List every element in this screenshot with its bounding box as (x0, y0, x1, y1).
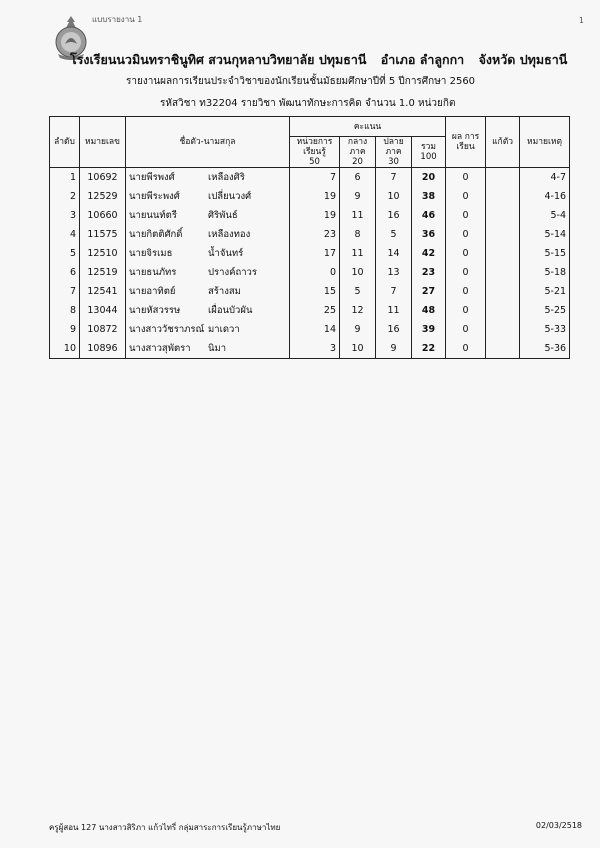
cell-name (126, 301, 290, 320)
cell-total: 48 (412, 301, 446, 320)
cell-final: 5 (376, 225, 412, 244)
cell-name (126, 244, 290, 263)
cell-result: 0 (446, 320, 486, 339)
grade-table-body (50, 168, 570, 359)
cell-result: 0 (446, 339, 486, 359)
table-row (50, 263, 570, 282)
cell-revised (486, 168, 520, 188)
header-final: ปลายภาค 30 (376, 137, 412, 168)
header-name: ชื่อตัว-นามสกุล (126, 117, 290, 168)
table-row (50, 168, 570, 188)
table-row (50, 244, 570, 263)
last-name: เหลืองทอง (208, 229, 251, 240)
first-name: นางสาววัชราภรณ์ (129, 324, 205, 335)
cell-final: 7 (376, 282, 412, 301)
cell-name (126, 225, 290, 244)
cell-seq: 10 (50, 339, 80, 359)
table-row (50, 187, 570, 206)
cell-note: 5-14 (520, 225, 570, 244)
cell-total: 39 (412, 320, 446, 339)
cell-unit: 25 (290, 301, 340, 320)
cell-name (126, 339, 290, 359)
cell-total: 20 (412, 168, 446, 188)
header-revised: แก้ตัว (486, 117, 520, 168)
cell-id: 12529 (80, 187, 126, 206)
province-name: จังหวัด ปทุมธานี (478, 52, 568, 67)
header-id: หมายเลข (80, 117, 126, 168)
cell-midterm: 9 (340, 187, 376, 206)
cell-midterm: 10 (340, 339, 376, 359)
first-name: นายพีรพงศ์ (129, 172, 175, 183)
cell-result: 0 (446, 168, 486, 188)
cell-revised (486, 320, 520, 339)
table-row (50, 301, 570, 320)
cell-id: 12510 (80, 244, 126, 263)
header-unit: หน่วยการเรียนรู้ 50 (290, 137, 340, 168)
cell-midterm: 12 (340, 301, 376, 320)
school-heading (70, 50, 570, 70)
cell-final: 7 (376, 168, 412, 188)
cell-unit: 19 (290, 187, 340, 206)
cell-revised (486, 225, 520, 244)
cell-id: 12541 (80, 282, 126, 301)
cell-midterm: 11 (340, 244, 376, 263)
cell-midterm: 11 (340, 206, 376, 225)
cell-revised (486, 187, 520, 206)
district-name: อำเภอ ลำลูกกา (380, 52, 465, 67)
last-name: นิมา (208, 343, 227, 354)
cell-seq: 8 (50, 301, 80, 320)
table-row (50, 339, 570, 359)
last-name: ศิริพันธ์ (208, 210, 238, 221)
cell-final: 16 (376, 320, 412, 339)
cell-total: 22 (412, 339, 446, 359)
cell-final: 11 (376, 301, 412, 320)
cell-name (126, 263, 290, 282)
last-name: เปลี่ยนวงศ์ (208, 191, 252, 202)
cell-midterm: 10 (340, 263, 376, 282)
cell-result: 0 (446, 225, 486, 244)
grade-table (49, 116, 570, 359)
last-name: น้ำจันทร์ (208, 248, 244, 259)
cell-note: 4-16 (520, 187, 570, 206)
cell-seq: 2 (50, 187, 80, 206)
table-row (50, 320, 570, 339)
last-name: สร้างสม (208, 286, 241, 297)
header-score-group: คะแนน (290, 117, 446, 137)
cell-id: 10872 (80, 320, 126, 339)
cell-result: 0 (446, 263, 486, 282)
first-name: นายพีระพงศ์ (129, 191, 180, 202)
cell-note: 5-4 (520, 206, 570, 225)
cell-total: 36 (412, 225, 446, 244)
cell-midterm: 5 (340, 282, 376, 301)
cell-revised (486, 263, 520, 282)
cell-seq: 5 (50, 244, 80, 263)
cell-unit: 23 (290, 225, 340, 244)
cell-revised (486, 244, 520, 263)
cell-result: 0 (446, 244, 486, 263)
first-name: นายอาทิตย์ (129, 286, 176, 297)
cell-final: 10 (376, 187, 412, 206)
header-total: รวม 100 (412, 137, 446, 168)
school-name: โรงเรียนนวมินทราชินูทิศ สวนกุหลาบวิทยาลัย ปทุมธานี (70, 52, 367, 67)
last-name: เผื่อนบัวผัน (208, 305, 253, 316)
cell-id: 10660 (80, 206, 126, 225)
header-midterm: กลางภาค 20 (340, 137, 376, 168)
cell-midterm: 8 (340, 225, 376, 244)
cell-unit: 7 (290, 168, 340, 188)
first-name: นายหัสวรรษ (129, 305, 181, 316)
first-name: นางสาวสุพัตรา (129, 343, 191, 354)
cell-seq: 9 (50, 320, 80, 339)
cell-midterm: 6 (340, 168, 376, 188)
cell-note: 4-7 (520, 168, 570, 188)
cell-final: 14 (376, 244, 412, 263)
first-name: นายกิตติศักดิ์ (129, 229, 183, 240)
first-name: นายจิรเมธ (129, 248, 173, 259)
header-seq: ลำดับ (50, 117, 80, 168)
cell-revised (486, 339, 520, 359)
cell-name (126, 320, 290, 339)
header-result: ผล การเรียน (446, 117, 486, 168)
table-row (50, 225, 570, 244)
cell-unit: 15 (290, 282, 340, 301)
cell-note: 5-25 (520, 301, 570, 320)
cell-seq: 7 (50, 282, 80, 301)
cell-name (126, 282, 290, 301)
cell-unit: 19 (290, 206, 340, 225)
cell-revised (486, 301, 520, 320)
cell-name (126, 187, 290, 206)
cell-name (126, 206, 290, 225)
cell-final: 13 (376, 263, 412, 282)
footer-date: 02/03/2518 (535, 821, 582, 830)
last-name: ปรางค์ถาวร (208, 267, 257, 278)
cell-total: 46 (412, 206, 446, 225)
cell-note: 5-33 (520, 320, 570, 339)
first-name: นายธนภัทร (129, 267, 177, 278)
cell-midterm: 9 (340, 320, 376, 339)
cell-total: 38 (412, 187, 446, 206)
cell-id: 12519 (80, 263, 126, 282)
cell-unit: 0 (290, 263, 340, 282)
page-number: 1 (578, 16, 584, 25)
cell-unit: 17 (290, 244, 340, 263)
cell-result: 0 (446, 206, 486, 225)
first-name: นายนนท์ตรี (129, 210, 177, 221)
cell-id: 10896 (80, 339, 126, 359)
teacher-footer: ครูผู้สอน 127 นางสาวสิริภา แก้วไทรี่ กลุ่มสาระการเรียนรู้ภาษาไทย (49, 823, 281, 832)
header-note: หมายเหตุ (520, 117, 570, 168)
subject-line: รหัสวิชา ท32204 รายวิชา พัฒนาทักษะการคิด จำนวน 1.0 หน่วยกิต (160, 98, 456, 109)
cell-seq: 3 (50, 206, 80, 225)
cell-revised (486, 282, 520, 301)
last-name: เหลืองศิริ (208, 172, 245, 183)
cell-note: 5-21 (520, 282, 570, 301)
cell-seq: 6 (50, 263, 80, 282)
last-name: มาเดวา (208, 324, 240, 335)
report-title: รายงานผลการเรียนประจำวิชาของนักเรียนชั้นมัธยมศึกษาปีที่ 5 ปีการศึกษา 2560 (126, 76, 476, 87)
cell-seq: 1 (50, 168, 80, 188)
cell-seq: 4 (50, 225, 80, 244)
table-row (50, 282, 570, 301)
cell-id: 10692 (80, 168, 126, 188)
cell-id: 13044 (80, 301, 126, 320)
cell-id: 11575 (80, 225, 126, 244)
table-row (50, 206, 570, 225)
cell-note: 5-18 (520, 263, 570, 282)
cell-result: 0 (446, 187, 486, 206)
cell-name (126, 168, 290, 188)
cell-note: 5-15 (520, 244, 570, 263)
cell-note: 5-36 (520, 339, 570, 359)
cell-result: 0 (446, 282, 486, 301)
cell-total: 42 (412, 244, 446, 263)
cell-final: 9 (376, 339, 412, 359)
cell-result: 0 (446, 301, 486, 320)
cell-total: 27 (412, 282, 446, 301)
cell-revised (486, 206, 520, 225)
cell-total: 23 (412, 263, 446, 282)
cell-unit: 3 (290, 339, 340, 359)
cell-unit: 14 (290, 320, 340, 339)
form-label: แบบรายงาน 1 (92, 15, 143, 24)
cell-final: 16 (376, 206, 412, 225)
